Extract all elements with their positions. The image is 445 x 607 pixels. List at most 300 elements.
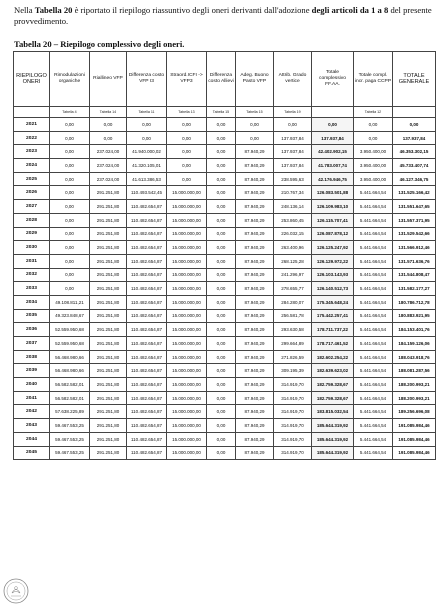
value-cell: 291.251,80 xyxy=(90,200,127,214)
year-cell: 2027 xyxy=(14,200,50,214)
total-ffaa-cell: 137.937,84 xyxy=(312,131,354,145)
reference-cell xyxy=(393,107,436,118)
value-cell: 291.251,80 xyxy=(90,268,127,282)
total-generale-cell: 46.127.346,75 xyxy=(393,172,436,186)
column-header: Totale compl. incr. paga CCPP xyxy=(354,52,393,107)
value-cell: 291.251,80 xyxy=(90,254,127,268)
year-cell: 2033 xyxy=(14,282,50,296)
intro-bold-articles: degli articoli da 1 a 8 xyxy=(311,5,389,15)
year-cell: 2039 xyxy=(14,364,50,378)
table-row xyxy=(14,323,436,337)
value-cell: 110.482.654,87 xyxy=(127,405,167,419)
table-row xyxy=(14,337,436,351)
reference-cell: Tabella 15 xyxy=(236,107,274,118)
value-cell: 15.000.000,00 xyxy=(167,295,207,309)
value-cell: 87.940,29 xyxy=(236,172,274,186)
value-cell: 0,00 xyxy=(207,213,236,227)
value-cell: 0,00 xyxy=(167,159,207,173)
total-ffaa-cell: 175.345.648,24 xyxy=(312,295,354,309)
value-cell: 87.940,29 xyxy=(236,282,274,296)
column-header: Differenza costo VFP I3 xyxy=(127,52,167,107)
value-cell: 291.251,80 xyxy=(90,337,127,351)
value-cell: 59.467.553,25 xyxy=(50,446,90,460)
value-cell: 314.919,70 xyxy=(274,405,312,419)
total-generale-cell: 189.256.696,08 xyxy=(393,405,436,419)
value-cell: 0,00 xyxy=(50,227,90,241)
value-cell: 314.919,70 xyxy=(274,446,312,460)
total-ffaa-cell: 126.125.247,92 xyxy=(312,241,354,255)
value-cell: 291.251,80 xyxy=(90,282,127,296)
table-row xyxy=(14,364,436,378)
value-cell: 41.320.105,01 xyxy=(127,159,167,173)
value-cell: 238.595,63 xyxy=(274,172,312,186)
table-row xyxy=(14,227,436,241)
value-cell: 314.919,70 xyxy=(274,391,312,405)
value-cell: 291.251,80 xyxy=(90,391,127,405)
total-generale-cell: 191.085.984,46 xyxy=(393,446,436,460)
value-cell: 15.000.000,00 xyxy=(167,227,207,241)
value-cell: 0,00 xyxy=(207,268,236,282)
value-cell: 237.024,00 xyxy=(90,172,127,186)
value-cell: 0,00 xyxy=(167,172,207,186)
column-header: TOTALE GENERALE xyxy=(393,52,436,107)
total-generale-cell: 46.353.302,15 xyxy=(393,145,436,159)
value-cell: 5.441.664,54 xyxy=(354,186,393,200)
value-cell: 309.195,39 xyxy=(274,364,312,378)
total-generale-cell: 188.081.287,56 xyxy=(393,364,436,378)
value-cell: 0,00 xyxy=(50,172,90,186)
value-cell: 291.251,80 xyxy=(90,432,127,446)
table-row xyxy=(14,391,436,405)
value-cell: 0,00 xyxy=(207,159,236,173)
value-cell: 237.024,00 xyxy=(90,159,127,173)
value-cell: 291.251,80 xyxy=(90,241,127,255)
value-cell: 5.441.664,54 xyxy=(354,378,393,392)
value-cell: 0,00 xyxy=(207,323,236,337)
table-row xyxy=(14,254,436,268)
total-generale-cell: 131.557.371,95 xyxy=(393,213,436,227)
year-cell: 2024 xyxy=(14,159,50,173)
value-cell: 87.940,29 xyxy=(236,186,274,200)
value-cell: 15.000.000,00 xyxy=(167,323,207,337)
value-cell: 0,00 xyxy=(207,254,236,268)
value-cell: 0,00 xyxy=(127,118,167,132)
value-cell: 291.251,80 xyxy=(90,186,127,200)
total-generale-cell: 188.200.993,21 xyxy=(393,378,436,392)
year-cell: 2023 xyxy=(14,145,50,159)
value-cell: 87.940,29 xyxy=(236,241,274,255)
total-ffaa-cell: 182.639.623,02 xyxy=(312,364,354,378)
value-cell: 0,00 xyxy=(167,118,207,132)
value-cell: 87.940,29 xyxy=(236,350,274,364)
value-cell: 263.400,96 xyxy=(274,241,312,255)
total-ffaa-cell: 126.087.878,12 xyxy=(312,227,354,241)
value-cell: 0,00 xyxy=(50,159,90,173)
year-cell: 2038 xyxy=(14,350,50,364)
total-generale-cell: 180.786.712,78 xyxy=(393,295,436,309)
value-cell: 291.251,80 xyxy=(90,295,127,309)
value-cell: 0,00 xyxy=(207,378,236,392)
value-cell: 0,00 xyxy=(50,241,90,255)
total-ffaa-cell: 0,00 xyxy=(312,118,354,132)
value-cell: 56.582.582,01 xyxy=(50,391,90,405)
official-seal-icon xyxy=(3,578,29,604)
value-cell: 0,00 xyxy=(50,254,90,268)
year-cell: 2040 xyxy=(14,378,50,392)
total-generale-cell: 188.200.993,21 xyxy=(393,391,436,405)
value-cell: 0,00 xyxy=(207,364,236,378)
intro-text-1: Nella xyxy=(14,5,35,15)
total-generale-cell: 191.085.984,46 xyxy=(393,419,436,433)
total-generale-cell: 131.551.647,65 xyxy=(393,200,436,214)
table-row xyxy=(14,186,436,200)
column-header: Attrib. Grado vertice xyxy=(274,52,312,107)
value-cell: 15.000.000,00 xyxy=(167,282,207,296)
value-cell: 110.482.654,87 xyxy=(127,268,167,282)
table-row xyxy=(14,432,436,446)
year-cell: 2043 xyxy=(14,419,50,433)
total-generale-cell: 131.525.166,42 xyxy=(393,186,436,200)
total-ffaa-cell: 42.176.946,75 xyxy=(312,172,354,186)
value-cell: 15.000.000,00 xyxy=(167,419,207,433)
value-cell: 248.136,14 xyxy=(274,200,312,214)
value-cell: 314.919,70 xyxy=(274,432,312,446)
column-header: Rimodulazioni organiche xyxy=(50,52,90,107)
value-cell: 87.940,29 xyxy=(236,419,274,433)
value-cell: 210.767,34 xyxy=(274,186,312,200)
value-cell: 0,00 xyxy=(207,337,236,351)
reference-cell: Tabella 12 xyxy=(354,107,393,118)
value-cell: 87.940,29 xyxy=(236,295,274,309)
value-cell: 226.032,15 xyxy=(274,227,312,241)
value-cell: 5.441.664,54 xyxy=(354,213,393,227)
value-cell: 137.937,84 xyxy=(274,131,312,145)
value-cell: 110.482.654,87 xyxy=(127,364,167,378)
value-cell: 41.940.000,02 xyxy=(127,145,167,159)
value-cell: 291.251,80 xyxy=(90,213,127,227)
value-cell: 110.482.654,87 xyxy=(127,254,167,268)
value-cell: 241.296,97 xyxy=(274,268,312,282)
value-cell: 0,00 xyxy=(354,118,393,132)
reference-cell: Tabella 4 xyxy=(50,107,90,118)
value-cell: 15.000.000,00 xyxy=(167,200,207,214)
value-cell: 5.441.664,54 xyxy=(354,200,393,214)
value-cell: 0,00 xyxy=(207,391,236,405)
intro-text-3: del presente provvedimento. xyxy=(14,5,432,26)
value-cell: 41.613.386,53 xyxy=(127,172,167,186)
value-cell: 87.940,29 xyxy=(236,432,274,446)
table-row xyxy=(14,200,436,214)
value-cell: 110.482.654,87 xyxy=(127,200,167,214)
value-cell: 15.000.000,00 xyxy=(167,391,207,405)
value-cell: 291.251,80 xyxy=(90,378,127,392)
value-cell: 110.482.654,87 xyxy=(127,309,167,323)
value-cell: 110.482.654,87 xyxy=(127,295,167,309)
total-ffaa-cell: 126.140.512,73 xyxy=(312,282,354,296)
total-ffaa-cell: 41.783.007,74 xyxy=(312,159,354,173)
value-cell: 0,00 xyxy=(50,145,90,159)
value-cell: 284.280,07 xyxy=(274,295,312,309)
header-riepilogo-oneri: RIEPILOGO ONERI xyxy=(14,52,50,107)
value-cell: 0,00 xyxy=(207,200,236,214)
value-cell: 5.441.664,54 xyxy=(354,391,393,405)
value-cell: 87.940,29 xyxy=(236,323,274,337)
reference-cell: Tabella 11 xyxy=(127,107,167,118)
year-cell: 2030 xyxy=(14,241,50,255)
value-cell: 0,00 xyxy=(167,145,207,159)
value-cell: 87.940,29 xyxy=(236,159,274,173)
year-cell: 2035 xyxy=(14,309,50,323)
value-cell: 110.482.654,87 xyxy=(127,432,167,446)
value-cell: 56.582.582,01 xyxy=(50,378,90,392)
value-cell: 5.441.664,54 xyxy=(354,241,393,255)
value-cell: 49.323.848,67 xyxy=(50,309,90,323)
value-cell: 110.482.654,87 xyxy=(127,241,167,255)
value-cell: 15.000.000,00 xyxy=(167,405,207,419)
value-cell: 278.655,77 xyxy=(274,282,312,296)
total-ffaa-cell: 175.442.257,41 xyxy=(312,309,354,323)
total-ffaa-cell: 126.129.972,22 xyxy=(312,254,354,268)
year-cell: 2036 xyxy=(14,323,50,337)
table-row xyxy=(14,282,436,296)
value-cell: 5.441.664,54 xyxy=(354,323,393,337)
total-generale-cell: 188.043.918,76 xyxy=(393,350,436,364)
year-cell: 2021 xyxy=(14,118,50,132)
value-cell: 52.559.950,68 xyxy=(50,323,90,337)
table-row xyxy=(14,213,436,227)
total-generale-cell: 180.883.921,95 xyxy=(393,309,436,323)
value-cell: 0,00 xyxy=(50,268,90,282)
value-cell: 87.940,29 xyxy=(236,446,274,460)
total-ffaa-cell: 178.717.461,52 xyxy=(312,337,354,351)
value-cell: 87.940,29 xyxy=(236,391,274,405)
table-row xyxy=(14,131,436,145)
value-cell: 15.000.000,00 xyxy=(167,213,207,227)
value-cell: 293.630,58 xyxy=(274,323,312,337)
value-cell: 256.581,78 xyxy=(274,309,312,323)
value-cell: 15.000.000,00 xyxy=(167,186,207,200)
table-row xyxy=(14,172,436,186)
value-cell: 15.000.000,00 xyxy=(167,309,207,323)
column-header: Totale complessivo FF.AA. xyxy=(312,52,354,107)
value-cell: 5.441.664,54 xyxy=(354,254,393,268)
value-cell: 87.940,29 xyxy=(236,378,274,392)
total-ffaa-cell: 126.103.143,93 xyxy=(312,268,354,282)
value-cell: 110.482.654,87 xyxy=(127,350,167,364)
value-cell: 110.482.654,87 xyxy=(127,419,167,433)
total-ffaa-cell: 42.402.902,15 xyxy=(312,145,354,159)
total-ffaa-cell: 185.644.319,92 xyxy=(312,419,354,433)
value-cell: 3.950.400,00 xyxy=(354,145,393,159)
value-cell: 0,00 xyxy=(90,131,127,145)
value-cell: 237.024,00 xyxy=(90,145,127,159)
column-header: Straord.ICFI -> VFP3 xyxy=(167,52,207,107)
total-ffaa-cell: 126.115.707,41 xyxy=(312,213,354,227)
value-cell: 59.467.553,25 xyxy=(50,432,90,446)
value-cell: 5.441.664,54 xyxy=(354,405,393,419)
total-generale-cell: 131.529.542,66 xyxy=(393,227,436,241)
value-cell: 0,00 xyxy=(90,118,127,132)
total-ffaa-cell: 185.644.319,92 xyxy=(312,446,354,460)
value-cell: 57.638.225,89 xyxy=(50,405,90,419)
total-ffaa-cell: 182.759.328,67 xyxy=(312,378,354,392)
value-cell: 0,00 xyxy=(207,145,236,159)
value-cell: 15.000.000,00 xyxy=(167,432,207,446)
value-cell: 110.482.654,87 xyxy=(127,378,167,392)
value-cell: 15.000.000,00 xyxy=(167,350,207,364)
value-cell: 0,00 xyxy=(50,282,90,296)
value-cell: 0,00 xyxy=(207,419,236,433)
value-cell: 5.441.664,54 xyxy=(354,419,393,433)
value-cell: 291.251,80 xyxy=(90,364,127,378)
value-cell: 0,00 xyxy=(354,131,393,145)
value-cell: 3.950.400,00 xyxy=(354,172,393,186)
year-cell: 2037 xyxy=(14,337,50,351)
value-cell: 110.482.654,87 xyxy=(127,391,167,405)
value-cell: 52.559.950,68 xyxy=(50,337,90,351)
reference-cell: Tabella 14 xyxy=(90,107,127,118)
value-cell: 5.441.664,54 xyxy=(354,295,393,309)
table-row xyxy=(14,241,436,255)
value-cell: 291.251,80 xyxy=(90,227,127,241)
value-cell: 268.125,28 xyxy=(274,254,312,268)
value-cell: 137.937,84 xyxy=(274,159,312,173)
reference-cell: Tabella 19 xyxy=(274,107,312,118)
value-cell: 291.251,80 xyxy=(90,323,127,337)
table-row xyxy=(14,419,436,433)
value-cell: 0,00 xyxy=(207,309,236,323)
table-row xyxy=(14,350,436,364)
value-cell: 314.919,70 xyxy=(274,419,312,433)
value-cell: 15.000.000,00 xyxy=(167,268,207,282)
value-cell: 15.000.000,00 xyxy=(167,254,207,268)
total-generale-cell: 131.566.912,46 xyxy=(393,241,436,255)
value-cell: 5.441.664,54 xyxy=(354,350,393,364)
summary-table xyxy=(13,51,436,460)
year-cell: 2045 xyxy=(14,446,50,460)
value-cell: 271.826,59 xyxy=(274,350,312,364)
value-cell: 291.251,80 xyxy=(90,309,127,323)
value-cell: 0,00 xyxy=(207,405,236,419)
table-row xyxy=(14,118,436,132)
value-cell: 291.251,80 xyxy=(90,419,127,433)
value-cell: 0,00 xyxy=(207,350,236,364)
value-cell: 5.441.664,54 xyxy=(354,268,393,282)
value-cell: 291.251,80 xyxy=(90,405,127,419)
table-row xyxy=(14,405,436,419)
total-generale-cell: 131.544.808,47 xyxy=(393,268,436,282)
value-cell: 0,00 xyxy=(207,172,236,186)
value-cell: 110.482.654,87 xyxy=(127,446,167,460)
year-cell: 2026 xyxy=(14,186,50,200)
value-cell: 15.000.000,00 xyxy=(167,337,207,351)
value-cell: 5.441.664,54 xyxy=(354,432,393,446)
value-cell: 0,00 xyxy=(207,282,236,296)
year-cell: 2025 xyxy=(14,172,50,186)
value-cell: 291.251,80 xyxy=(90,446,127,460)
table-row xyxy=(14,378,436,392)
year-cell: 2022 xyxy=(14,131,50,145)
value-cell: 15.000.000,00 xyxy=(167,378,207,392)
intro-bold-table-ref: Tabella 20 xyxy=(34,5,73,15)
value-cell: 0,00 xyxy=(50,213,90,227)
value-cell: 137.937,84 xyxy=(274,145,312,159)
total-ffaa-cell: 183.815.032,54 xyxy=(312,405,354,419)
year-cell: 2044 xyxy=(14,432,50,446)
value-cell: 59.467.553,25 xyxy=(50,419,90,433)
intro-text-2: è riportato il riepilogo riassuntivo degli oneri derivanti dall'adozione xyxy=(72,5,312,15)
value-cell: 0,00 xyxy=(207,186,236,200)
total-generale-cell: 191.085.984,46 xyxy=(393,432,436,446)
table-row xyxy=(14,295,436,309)
value-cell: 3.950.400,00 xyxy=(354,159,393,173)
table-row xyxy=(14,446,436,460)
value-cell: 87.940,29 xyxy=(236,337,274,351)
reference-cell: Tabella 13 xyxy=(167,107,207,118)
value-cell: 0,00 xyxy=(207,432,236,446)
value-cell: 110.493.542,45 xyxy=(127,186,167,200)
value-cell: 5.441.664,54 xyxy=(354,282,393,296)
value-cell: 0,00 xyxy=(50,131,90,145)
value-cell: 0,00 xyxy=(207,295,236,309)
value-cell: 87.940,29 xyxy=(236,268,274,282)
value-cell: 56.468.980,66 xyxy=(50,350,90,364)
year-cell: 2029 xyxy=(14,227,50,241)
value-cell: 0,00 xyxy=(50,118,90,132)
total-generale-cell: 184.159.126,06 xyxy=(393,337,436,351)
total-ffaa-cell: 178.711.737,22 xyxy=(312,323,354,337)
value-cell: 110.482.654,87 xyxy=(127,227,167,241)
reference-cell xyxy=(312,107,354,118)
value-cell: 0,00 xyxy=(236,131,274,145)
value-cell: 0,00 xyxy=(167,131,207,145)
value-cell: 87.940,29 xyxy=(236,405,274,419)
value-cell: 15.000.000,00 xyxy=(167,446,207,460)
value-cell: 87.940,29 xyxy=(236,227,274,241)
value-cell: 87.940,29 xyxy=(236,145,274,159)
value-cell: 0,00 xyxy=(50,200,90,214)
value-cell: 15.000.000,00 xyxy=(167,241,207,255)
value-cell: 0,00 xyxy=(50,186,90,200)
value-cell: 49.108.811,21 xyxy=(50,295,90,309)
value-cell: 87.940,29 xyxy=(236,364,274,378)
total-generale-cell: 184.153.401,76 xyxy=(393,323,436,337)
table-row xyxy=(14,159,436,173)
value-cell: 5.441.664,54 xyxy=(354,227,393,241)
total-ffaa-cell: 185.644.319,92 xyxy=(312,432,354,446)
value-cell: 56.468.980,66 xyxy=(50,364,90,378)
value-cell: 0,00 xyxy=(207,131,236,145)
total-ffaa-cell: 182.602.254,22 xyxy=(312,350,354,364)
value-cell: 0,00 xyxy=(207,446,236,460)
value-cell: 0,00 xyxy=(236,118,274,132)
value-cell: 0,00 xyxy=(127,131,167,145)
total-generale-cell: 45.733.407,74 xyxy=(393,159,436,173)
total-generale-cell: 131.582.177,27 xyxy=(393,282,436,296)
table-row xyxy=(14,268,436,282)
value-cell: 87.940,29 xyxy=(236,309,274,323)
year-cell: 2034 xyxy=(14,295,50,309)
value-cell: 110.482.654,87 xyxy=(127,282,167,296)
value-cell: 299.664,89 xyxy=(274,337,312,351)
value-cell: 87.940,29 xyxy=(236,200,274,214)
column-header: Riallineo VFP xyxy=(90,52,127,107)
value-cell: 5.441.664,54 xyxy=(354,337,393,351)
year-cell: 2041 xyxy=(14,391,50,405)
value-cell: 110.482.654,87 xyxy=(127,337,167,351)
table-header-row xyxy=(14,52,436,107)
value-cell: 5.441.664,54 xyxy=(354,364,393,378)
